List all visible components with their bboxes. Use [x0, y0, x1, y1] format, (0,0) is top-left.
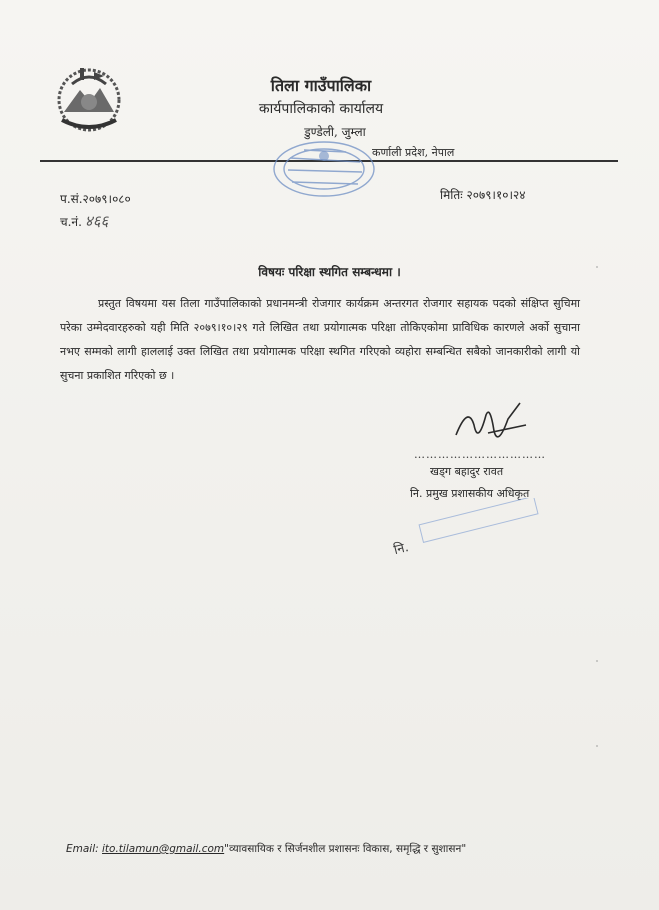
signatory-name: खड्ग बहादुर रावत [430, 465, 504, 478]
paper-speck [596, 745, 598, 747]
paper-speck [596, 660, 598, 662]
chalani-number: ४६६ [84, 212, 109, 230]
letter-date: मितिः २०७९।१०।२४ [440, 188, 526, 202]
paper-speck [596, 266, 598, 268]
chalani-number-row [60, 211, 108, 231]
office-stamp-icon [270, 138, 378, 200]
chalani-label: च.नं. [60, 215, 82, 229]
letter-subject: विषयः परिक्षा स्थगित सम्बन्धमा । [258, 265, 401, 279]
letter-body-text: प्रस्तुत विषयमा यस तिला गाउँपालिकाको प्रधानमन्त्री रोजगार कार्यक्रम अन्तरगत रोजगार सहायक पदको संक्षिप्त सुचिमा परेका उम्मेदवारहरुको यही मिति २०७९।१०।२९ गते लिखित तथा प्रयोगात्मक परिक्षा तोकिएकोमा प्राविधिक कारणले अर्को सुचाना नभए सम्मको लागी हाललाई उक्त लिखित तथा प्रयोगात्मक परिक्षा स्थगित गरिएको व्यहोरा सम्बन्धित सबैको जानकारीको लागी यो सुचना प्रकाशित गरिएको छ । [60, 297, 580, 382]
stamp-prefix: नि. [392, 540, 411, 558]
email-label: Email: [66, 843, 99, 855]
officer-stamp-icon [392, 498, 542, 558]
office-name: तिला गाउँपालिका [270, 76, 372, 95]
patra-sankhya: प.सं.२०७९।०८० [60, 192, 131, 206]
footer-slogan: "व्यावसायिक र सिर्जनशील प्रशासनः विकास, समृद्धि र सुशासन" [224, 843, 467, 855]
letter-footer [66, 842, 466, 856]
nepal-emblem-icon [50, 60, 128, 138]
signature-line: …………………………… [414, 448, 546, 461]
signature-icon [438, 395, 538, 455]
letter-body [60, 292, 580, 388]
office-province: कर्णाली प्रदेश, नेपाल [372, 146, 455, 159]
email-link[interactable]: ito.tilamun@gmail.com [102, 843, 225, 855]
office-location: डुण्डेली, जुम्ला [304, 125, 366, 139]
office-subtitle: कार्यपालिकाको कार्यालय [258, 101, 384, 117]
signatory-title: नि. प्रमुख प्रशासकीय अधिकृत [410, 487, 530, 500]
